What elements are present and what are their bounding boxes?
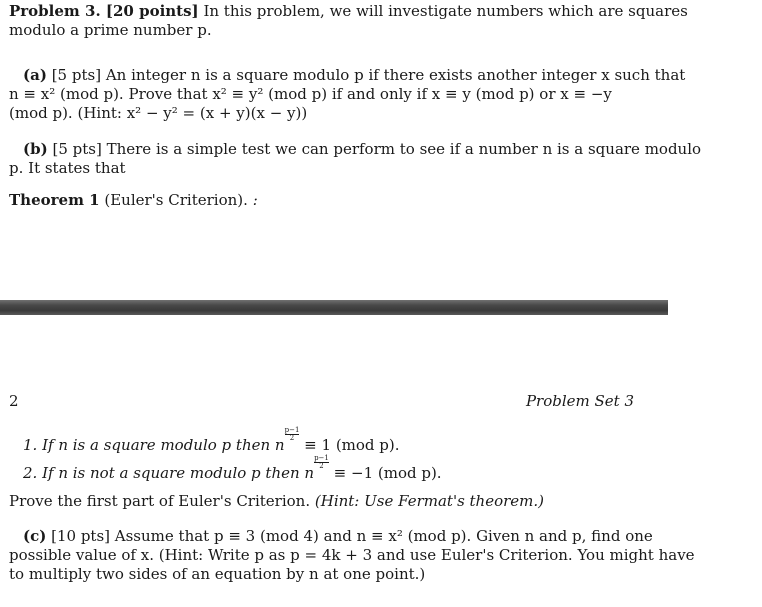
part-c-pts: [10 pts] [51,527,110,545]
exp-denominator: 2 [289,434,295,442]
page-break-divider [0,300,668,315]
part-b-label: (b) [23,140,48,158]
euler-item-2 [23,455,442,483]
prove-line [9,492,544,511]
part-c-label: (c) [23,527,47,545]
problem3-intro-2: modulo a prime number p. [9,21,212,39]
theorem-label: Theorem 1 [9,191,100,209]
exp-numerator: p−1 [314,454,329,462]
running-header: Problem Set 3 [525,392,634,410]
theorem-line [9,191,258,210]
part-b-text-1: There is a simple test we can perform to see if a number n is a square modulo [106,140,702,158]
problem3-intro-1: In this problem, we will investigate numbers which are squares [203,2,688,20]
theorem-name: (Euler's Criterion). [104,191,248,209]
part-c-text-3: to multiply two sides of an equation by n at one point.) [9,565,426,583]
part-a-text-3: (mod p). (Hint: x² − y² = (x + y)(x − y)) [9,104,308,122]
part-b-text-2: p. It states that [9,159,126,177]
euler-item-2-exponent [314,455,329,470]
part-a-text-1: An integer n is a square modulo p if there exists another integer x such that [105,66,686,84]
part-a-line-1 [23,66,685,85]
page-number: 2 [9,392,19,410]
euler-item-1-tail: ≡ 1 (mod p). [299,436,400,454]
euler-item-2-tail: ≡ −1 (mod p). [328,464,442,482]
part-b-pts: [5 pts] [52,140,102,158]
part-a-text-2: n ≡ x² (mod p). Prove that x² ≡ y² (mod p) if and only if x ≡ y (mod p) or x ≡ −y [9,85,612,103]
part-b-line-1 [23,140,701,159]
part-a-label: (a) [23,66,47,84]
exp-numerator: p−1 [284,426,300,434]
part-c-text-2: possible value of x. (Hint: Write p as p = 4k + 3 and use Euler's Criterion. You might have [9,546,695,564]
exp-denominator: 2 [319,462,324,470]
theorem-tail: : [252,191,258,209]
problem3-heading-line [9,2,688,21]
euler-item-1-exponent [285,427,300,442]
prove-hint: (Hint: Use Fermat's theorem.) [314,492,545,510]
euler-item-1-lead: 1. If n is a square modulo p then n [23,436,285,454]
euler-item-2-lead: 2. If n is not a square modulo p then n [23,464,315,482]
part-c-text-1: Assume that p ≡ 3 (mod 4) and n ≡ x² (mod p). Given n and p, find one [114,527,653,545]
part-a-pts: [5 pts] [51,66,102,84]
part-c-line-1 [23,527,653,546]
euler-item-1 [23,427,400,455]
problem3-heading: Problem 3. [20 points] [9,2,199,20]
prove-main: Prove the first part of Euler's Criterion. [9,492,311,510]
